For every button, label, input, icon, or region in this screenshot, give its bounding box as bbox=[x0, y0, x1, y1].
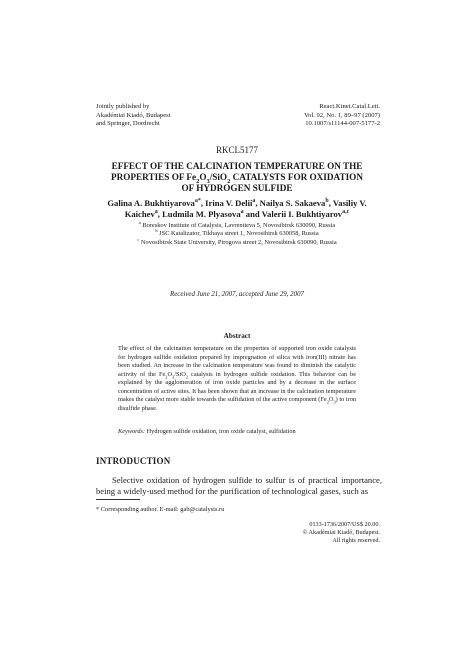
received-dates: Received June 21, 2007, accepted June 29, 2007 bbox=[170, 291, 304, 298]
title-line: PROPERTIES OF $Fe_2O_3/SiO_2$ CATALYSTS FOR OXIDATION bbox=[111, 172, 363, 185]
author-name: Irina V. Delii bbox=[205, 198, 253, 208]
journal-line: React.Kinet.Catal.Lett. bbox=[319, 103, 380, 110]
title-line: EFFECT OF THE CALCINATION TEMPERATURE ON THE bbox=[111, 161, 363, 171]
journal-info-right bbox=[304, 103, 380, 129]
publisher-line: and Springer, Dordrecht bbox=[96, 120, 160, 128]
section-heading-introduction: INTRODUCTION bbox=[96, 456, 171, 466]
keywords-text: Hydrogen sulfide oxidation, iron oxide catalyst, sulfidation bbox=[145, 428, 296, 435]
introduction-text: Selective oxidation of hydrogen sulfide to sulfur is of practical importance, being a widely-used method for the purification of technological gases, such as bbox=[96, 475, 382, 496]
title-line: OF HYDROGEN SULFIDE bbox=[181, 183, 293, 193]
copyright-notice bbox=[303, 521, 380, 546]
journal-line: Vol. 92, No. 1, 89–97 (2007) bbox=[304, 111, 380, 119]
copyright-line: All rights reserved. bbox=[332, 537, 380, 545]
affiliations bbox=[95, 219, 379, 247]
article-code: RKCL5177 bbox=[215, 145, 258, 155]
paper-title bbox=[100, 161, 374, 194]
abstract-text: The effect of the calcination temperature on the properties of supported iron oxide catalysts for hydrogen sulfide oxidation prepared by impregnation of silica with iron(III) nitrate has been studied. An increase in the calcination temperature was found to diminish the catalytic activity of the $Fe_2O_3/SiO_2$ catalysts in hydrogen sulfide oxidation. This behavior can be explained by the agglomeration of iron oxide particles and by a decrease in the surface concentration of active sites. It has been shown that an increase in the calcination temperature makes the catalyst more stable towards the sulfidation of the active component $(Fe_2O_3)$ to iron disulfide phase. bbox=[118, 345, 357, 412]
keywords bbox=[118, 428, 356, 437]
publisher-line: Akadémiai Kiadó, Budapest bbox=[96, 111, 171, 119]
affiliation-line: $^c$ Novosibirsk State University, Pirogova street 2, Novosibirsk 630090, Russia bbox=[137, 236, 337, 246]
author-list: Galina A. Bukhtiyarova$^{a*}$, Irina V. Delii$^a$, Nailya S. Sakaeva$^b$, Vasiliy V. Kaichev$^a$, Ludmila M. Plyasova$^a$ and Valerii I. Bukhtiyarov$^{a,c}$ bbox=[107, 198, 367, 219]
abstract-heading: Abstract bbox=[223, 332, 251, 340]
publisher-line: Jointly published by bbox=[96, 103, 150, 110]
copyright-line: © Akadémiai Kiadó, Budapest. bbox=[302, 529, 380, 537]
affiliation-line: $^a$ Boreskov Institute of Catalysis, Lavrentieva 5, Novosibirsk 630090, Russia bbox=[138, 219, 336, 229]
author-name: Valerii I. Bukhtiyarov bbox=[261, 209, 343, 219]
author-name: Nailya S. Sakaeva bbox=[259, 198, 326, 208]
author-name: Ludmila M. Plyasova bbox=[162, 209, 241, 219]
affiliation-line: $^b$ JSC Katalizator, Tikhaya street 1, Novosibirsk 630058, Russia bbox=[155, 228, 319, 238]
publisher-info-left bbox=[96, 103, 171, 129]
copyright-line: 0133-1736/2007/US$ 20.00. bbox=[309, 521, 380, 528]
keywords-label: Keywords: bbox=[118, 428, 146, 435]
author-name: Galina A. Bukhtiyarova bbox=[107, 198, 195, 208]
footnote-divider bbox=[96, 499, 140, 500]
journal-line: 10.1007/s11144-007-5177-2 bbox=[305, 120, 380, 128]
author-name: Vasiliy V. Kaichev bbox=[124, 198, 367, 219]
corresponding-author-footnote: * Corresponding author. E-mail: gab@catalysis.ru bbox=[96, 506, 225, 513]
